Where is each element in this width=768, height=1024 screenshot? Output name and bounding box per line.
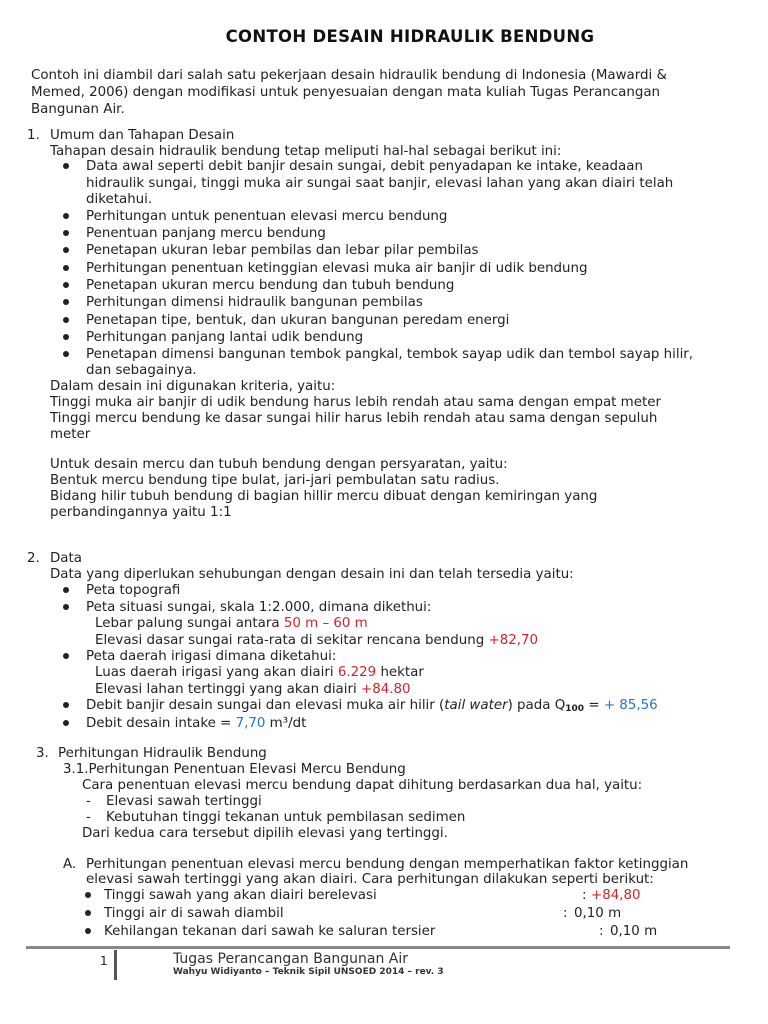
list-item [86,715,306,732]
bullet-icon [63,317,69,323]
section-3-heading: Perhitungan Hidraulik Bendung [58,746,267,761]
requirement-line: perbandingannya yaitu 1:1 [50,505,232,520]
data-value: + 85,56 [603,698,658,713]
text-span: Debit desain intake = [86,716,236,731]
section-1-lead: Tahapan desain hidraulik bendung tetap meliputi hal-hal sebagai berikut ini: [50,144,562,159]
criteria-line: Tinggi muka air banjir di udik bendung harus lebih rendah atau sama dengan empat meter [50,395,661,410]
subsection-lead: Cara penentuan elevasi mercu bendung dapat dihitung berdasarkan dua hal, yaitu: [82,778,643,793]
dash-icon: - [86,794,91,809]
text-span: Debit banjir desain sungai dan elevasi muka air hilir ( [86,698,445,713]
data-label: Luas daerah irigasi yang akan diairi [95,665,338,680]
bullet-icon [63,230,69,236]
section-1-number: 1. [27,128,40,143]
page-number: 1 [100,954,108,968]
subscript: 100 [565,704,585,714]
list-item-continued: hidraulik sungai, tinggi muka air sungai saat banjir, elevasi lahan yang akan diairi telah [86,176,674,191]
data-label: Elevasi dasar sungai rata-rata di sekitar rencana bendung [95,633,489,648]
list-item: Penetapan dimensi bangunan tembok pangkal, tembok sayap udik dan tembol sayap hilir, [86,347,694,362]
calc-label: Tinggi sawah yang akan diairi berelevasi [104,888,377,903]
requirement-lead: Untuk desain mercu dan tubuh bendung dengan persyaratan, yaitu: [50,457,508,472]
calc-label: Kehilangan tekanan dari sawah ke saluran tersier [104,924,436,939]
list-item: Perhitungan panjang lantai udik bendung [86,330,364,345]
list-item: Penetapan ukuran lebar pembilas dan lebar pilar pembilas [86,243,479,258]
bullet-icon [63,702,69,708]
text-span: = [584,698,604,713]
item-a-text: Perhitungan penentuan elevasi mercu bendung dengan memperhatikan faktor ketinggian [86,857,689,872]
section-2-number: 2. [27,551,40,566]
list-item: Perhitungan dimensi hidraulik bangunan pembilas [86,295,423,310]
criteria-lead: Dalam desain ini digunakan kriteria, yaitu: [50,379,336,394]
footer-separator [114,950,117,980]
list-item: Penetapan ukuran mercu bendung dan tubuh bendung [86,278,455,293]
bullet-icon [63,282,69,288]
section-2-heading: Data [50,551,82,566]
calc-colon: : [599,924,604,939]
footer-subtitle: Wahyu Widiyanto – Teknik Sipil UNSOED 2014 – rev. 3 [173,967,444,977]
bullet-icon [63,213,69,219]
data-line [95,632,538,649]
data-unit: m³/dt [265,716,307,731]
data-line [95,664,424,681]
calc-value: 0,10 m [574,906,622,921]
section-3-number: 3. [36,746,49,761]
criteria-line: Tinggi mercu bendung ke dasar sungai hilir harus lebih rendah atau sama dengan sepuluh [50,411,658,426]
bullet-icon [63,587,69,593]
requirement-line: Bidang hilir tubuh bendung di bagian hillir mercu dibuat dengan kemiringan yang [50,489,598,504]
data-value: 6.229 [337,665,377,680]
conclusion: Dari kedua cara tersebut dipilih elevasi yang tertinggi. [82,826,448,841]
bullet-icon [63,163,69,169]
italic-text: tail water [444,698,508,713]
dash-icon: - [86,810,91,825]
data-value: 7,70 [235,716,266,731]
data-label: Lebar palung sungai antara [95,616,284,631]
footer-divider [26,946,730,949]
dash-item: Kebutuhan tinggi tekanan untuk pembilasan sedimen [106,810,466,825]
text-span: ) pada Q [507,698,566,713]
list-item: Peta situasi sungai, skala 1:2.000, dimana dikethui: [86,600,432,615]
list-item-continued: dan sebagainya. [86,363,197,378]
list-item: Penetapan tipe, bentuk, dan ukuran bangunan peredam energi [86,313,510,328]
list-item: Peta topografi [86,583,181,598]
calc-colon: : [563,906,568,921]
bullet-icon [63,653,69,659]
data-value: +84.80 [360,682,411,697]
bullet-icon [63,265,69,271]
bullet-icon [63,720,69,726]
intro-line-2: Memed, 2006) dengan modifikasi untuk penyesuaian dengan mata kuliah Tugas Perancangan [31,85,661,100]
data-value: 50 m – 60 m [283,616,368,631]
bullet-icon [63,334,69,340]
calc-value: 0,10 m [610,924,658,939]
list-item-continued: diketahui. [86,192,153,207]
footer-title: Tugas Perancangan Bangunan Air [173,951,409,967]
list-item: Penentuan panjang mercu bendung [86,226,326,241]
data-unit: hektar [376,665,424,680]
data-label: Elevasi lahan tertinggi yang akan diairi [95,682,361,697]
list-item: Perhitungan untuk penentuan elevasi mercu bendung [86,209,448,224]
calc-value: +84,80 [591,888,641,903]
bullet-icon [85,892,91,898]
dash-item: Elevasi sawah tertinggi [106,794,262,809]
data-line [95,615,368,632]
section-1-heading: Umum dan Tahapan Desain [50,128,235,143]
bullet-icon [63,351,69,357]
list-item: Peta daerah irigasi dimana diketahui: [86,649,337,664]
item-a-label: A. [63,857,77,872]
list-item: Perhitungan penentuan ketinggian elevasi muka air banjir di udik bendung [86,261,588,276]
intro-line-3: Bangunan Air. [31,102,125,117]
bullet-icon [63,604,69,610]
section-2-lead: Data yang diperlukan sehubungan dengan desain ini dan telah tersedia yaitu: [50,567,574,582]
requirement-line: Bentuk mercu bendung tipe bulat, jari-jari pembulatan satu radius. [50,473,500,488]
bullet-icon [85,910,91,916]
intro-line-1: Contoh ini diambil dari salah satu pekerjaan desain hidraulik bendung di Indonesia (Mawardi & [31,68,667,83]
calc-colon: : [582,888,587,903]
subsection-heading: 3.1.Perhitungan Penentuan Elevasi Mercu Bendung [63,762,406,777]
calc-label: Tinggi air di sawah diambil [104,906,284,921]
list-item: Data awal seperti debit banjir desain sungai, debit penyadapan ke intake, keadaan [86,159,643,174]
data-line [95,681,411,698]
page-title: CONTOH DESAIN HIDRAULIK BENDUNG [225,27,595,46]
criteria-line: meter [50,427,91,442]
bullet-icon [63,299,69,305]
item-a-text: elevasi sawah tertinggi yang akan diairi. Cara perhitungan dilakukan seperti berikut: [86,872,654,887]
bullet-icon [63,247,69,253]
bullet-icon [85,928,91,934]
data-value: +82,70 [488,633,539,648]
